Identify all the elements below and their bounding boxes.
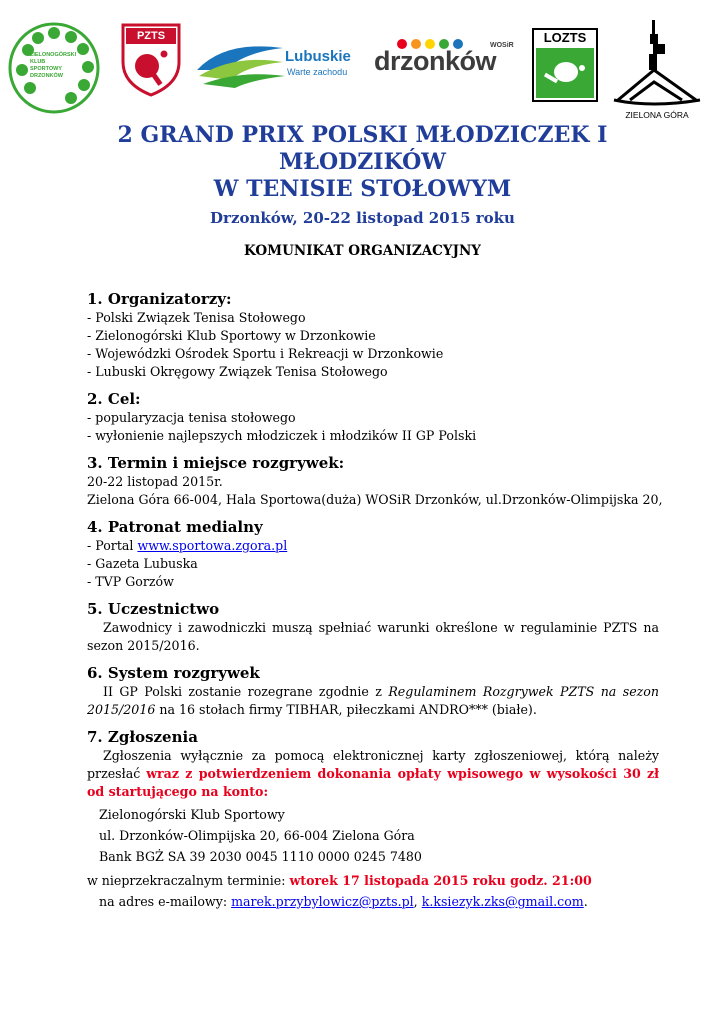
club-line-3: SPORTOWY [30, 66, 62, 72]
bank-account: Bank BGŻ SA 39 2030 0045 1110 0000 0245 7480 [99, 849, 422, 864]
title-line-3: W TENISIE STOŁOWYM [213, 176, 512, 202]
email-link-1[interactable]: marek.przybylowicz@pzts.pl [231, 894, 414, 909]
media-gazeta: - Gazeta Lubuska [87, 556, 198, 571]
goal-item: - popularyzacja tenisa stołowego [87, 410, 296, 425]
registration-text-red: wraz z potwierdzeniem dokonania opłaty wpisowego w wysokości 30 zł od startującego na konto: [87, 766, 660, 799]
organizer-item: - Lubuski Okręgowy Związek Tenisa Stołowego [87, 364, 388, 379]
section-2-heading: 2. Cel: [87, 390, 141, 408]
komunikat-heading: KOMUNIKAT ORGANIZACYJNY [244, 243, 481, 259]
section-4-heading: 4. Patronat medialny [87, 518, 263, 536]
goal-item: - wyłonienie najlepszych młodziczek i młodzików II GP Polski [87, 428, 477, 443]
portal-link[interactable]: www.sportowa.zgora.pl [137, 538, 288, 553]
deadline-line [87, 870, 659, 891]
drzonkow-wosir-logo [372, 36, 522, 86]
section-1-heading: 1. Organizatorzy: [87, 290, 232, 308]
system-text-a: II GP Polski zostanie rozegrane zgodnie z [103, 684, 389, 699]
registration-text [87, 747, 659, 801]
document-body [87, 290, 663, 921]
lubuskie-tagline: Warte zachodu [287, 67, 348, 77]
section-goal [87, 390, 659, 445]
media-tvp: - TVP Gorzów [87, 574, 174, 589]
participation-text: Zawodnicy i zawodniczki muszą spełniać warunki określone w regulaminie PZTS na sezon 2015/2016. [87, 620, 659, 653]
title-block [0, 122, 725, 259]
lubuskie-wave-icon [195, 40, 287, 90]
event-date-location: Drzonków, 20-22 listopad 2015 roku [210, 209, 515, 227]
email-link-2[interactable]: k.ksiezyk.zks@gmail.com [421, 894, 584, 909]
section-media [87, 518, 659, 591]
deadline-prefix: w nieprzekraczalnym terminie: [87, 873, 290, 888]
section-system [87, 664, 659, 719]
zks-club-logo [8, 22, 100, 114]
email-separator: , [413, 894, 422, 909]
email-end: . [583, 894, 588, 909]
system-text-italic: Regulaminem Rozgrywek PZTS na sezon 2015/2016 [87, 684, 659, 717]
section-7-heading: 7. Zgłoszenia [87, 728, 198, 746]
registration-text-a: Zgłoszenia wyłącznie za pomocą elektronicznej karty zgłoszeniowej, którą należy przesłać [87, 748, 659, 781]
organizer-item: - Polski Związek Tenisa Stołowego [87, 310, 306, 325]
organizer-item: - Zielonogórski Klub Sportowy w Drzonkowie [87, 328, 376, 343]
drzonkow-name: drzonków [374, 46, 496, 76]
bank-address: ul. Drzonków-Olimpijska 20, 66-004 Zielona Góra [99, 828, 415, 843]
pzts-label: PZTS [136, 30, 166, 42]
section-date-place [87, 454, 663, 509]
section-6-heading: 6. System rozgrywek [87, 664, 260, 682]
lubuskie-logo [195, 40, 355, 90]
system-text-b: na 16 stołach firmy TIBHAR, piłeczkami ANDRO*** (białe). [155, 702, 537, 717]
lubuskie-name: Lubuskie [285, 48, 351, 65]
section-3-heading: 3. Termin i miejsce rozgrywek: [87, 454, 345, 472]
deadline-red: wtorek 17 listopada 2015 roku godz. 21:00 [289, 873, 592, 888]
organizer-item: - Wojewódzki Ośrodek Sportu i Rekreacji w Drzonkowie [87, 346, 444, 361]
logo-row [0, 0, 725, 130]
lozts-label: LOZTS [543, 30, 587, 45]
club-line-4: DRZONKÓW [30, 73, 63, 79]
club-line-1: ZIELONOGÓRSKI [30, 52, 77, 58]
email-prefix: na adres e-mailowy: [99, 894, 232, 909]
pzts-logo [120, 22, 182, 98]
bank-details [87, 804, 659, 867]
zielona-gora-logo [612, 18, 702, 122]
bank-name: Zielonogórski Klub Sportowy [99, 807, 285, 822]
zielona-gora-label: ZIELONA GÓRA [625, 110, 689, 120]
club-line-2: KLUB [30, 59, 46, 65]
media-portal [87, 537, 659, 555]
section-organizers [87, 290, 659, 381]
section-5-heading: 5. Uczestnictwo [87, 600, 220, 618]
event-date: 20-22 listopad 2015r. [87, 474, 223, 489]
system-text [87, 683, 659, 719]
title-line-1: 2 GRAND PRIX POLSKI MŁODZICZEK I [117, 122, 608, 148]
event-place: Zielona Góra 66-004, Hala Sportowa(duża) WOSiR Drzonków, ul.Drzonków-Olimpijska 20, [87, 492, 663, 507]
drzonkow-wosir-tag: WOSiR [490, 42, 514, 49]
lozts-logo [532, 28, 598, 102]
email-line [87, 891, 659, 912]
title-line-2: MŁODZIKÓW [279, 149, 446, 175]
zielona-gora-emblem-icon [612, 18, 702, 106]
portal-prefix: - Portal [87, 538, 138, 553]
section-registration [87, 728, 659, 912]
section-participation [87, 600, 659, 655]
